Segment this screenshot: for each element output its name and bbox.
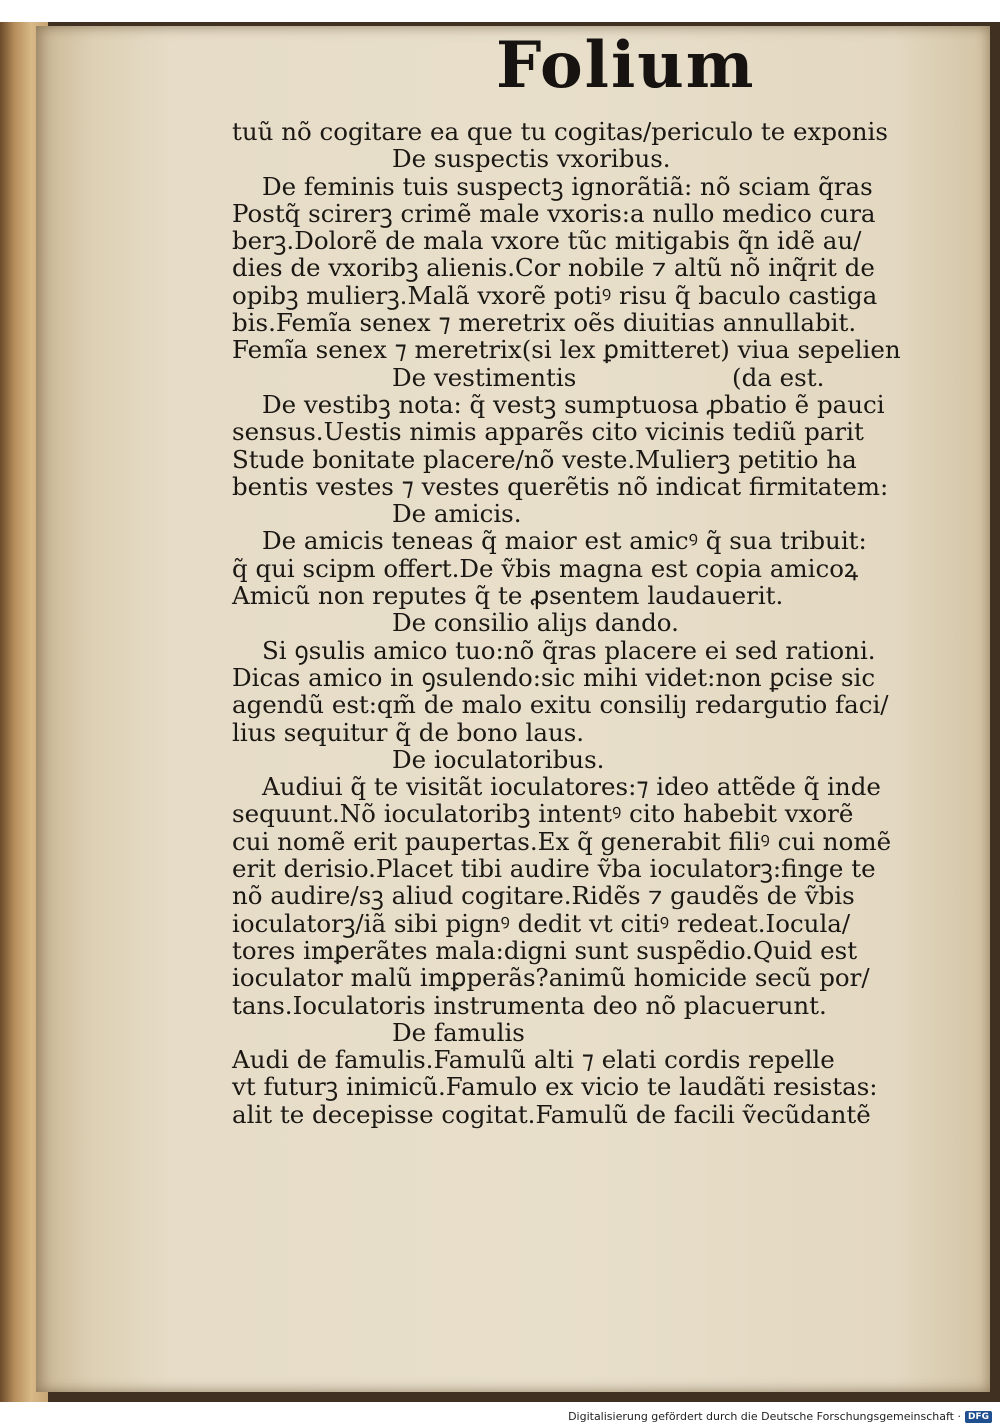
dfg-logo: DFG xyxy=(965,1411,992,1423)
text-line: tuũ nõ cogitare ea que tu cogitas/periculo te exponis xyxy=(232,117,888,146)
text-line: De feminis tuis suspectꝫ ignorãtiã: nõ sciam q̃ras xyxy=(262,171,873,201)
text-line: lius sequitur q̃ de bono laus. xyxy=(232,717,585,747)
text-line: Si ꝯsulis amico tuo:nõ q̃ras placere ei sed rationi. xyxy=(262,635,876,665)
text-line: sensus.Uestis nimis apparẽs cito vicinis tediũ parit xyxy=(232,417,864,447)
digitization-credit xyxy=(568,1410,992,1423)
text-line: tans.Ioculatoris instrumenta deo nõ placuerunt. xyxy=(232,990,827,1020)
text-line: agendũ est:qm̃ de malo exitu consiliȷ redargutio faci/ xyxy=(232,690,889,720)
section-heading: De ioculatoribus. xyxy=(392,744,605,774)
text-line: tores imꝑerãtes mala:digni sunt suspẽdio.Quid est xyxy=(232,935,858,965)
page-header-folium: Folium xyxy=(496,28,756,103)
text-line: bentis vestes ⁊ vestes querẽtis nõ indicat firmitatem: xyxy=(232,471,889,501)
text-line: De amicis teneas q̃ maior est amicꝰ q̃ sua tribuit: xyxy=(262,526,867,556)
text-line: erit derisio.Placet tibi audire ṽba ioculatorꝫ:finge te xyxy=(232,854,876,884)
section-heading: De vestimentis (da est. xyxy=(392,362,825,392)
text-line: alit te decepisse cogitat.Famulũ de facili ṽecũdantẽ xyxy=(232,1099,871,1129)
text-line: ioculator malũ imꝑperãs?animũ homicide secũ por/ xyxy=(232,963,870,993)
text-line: bis.Femĩa senex ⁊ meretrix oẽs diuitias annullabit. xyxy=(232,308,857,338)
text-line: Femĩa senex ⁊ meretrix(si lex ꝑmitteret) viua sepelien xyxy=(232,335,901,365)
text-column xyxy=(232,118,952,1128)
text-line: dies de vxoribꝫ alienis.Cor nobile ⁊ altũ nõ inq̃rit de xyxy=(232,253,875,283)
section-heading: De consilio aliȷs dando. xyxy=(392,608,679,638)
text-line: Stude bonitate placere/nõ veste.Mulierꝫ petitio ha xyxy=(232,444,857,474)
text-line: Dicas amico in ꝯsulendo:sic mihi videt:non ꝑcise sic xyxy=(232,662,876,692)
text-line: Audi de famulis.Famulũ alti ⁊ elati cordis repelle xyxy=(232,1045,835,1075)
text-line: opibꝫ mulierꝫ.Malã vxorẽ potiꝰ risu q̃ baculo castiga xyxy=(232,280,878,310)
text-line: Amicũ non reputes q̃ te ꝓsentem laudauerit. xyxy=(232,581,784,611)
text-line: berꝫ.Dolorẽ de mala vxore tũc mitigabis q̃n idẽ au/ xyxy=(232,226,862,256)
text-line: q̃ qui scipm offert.De ṽbis magna est copia amicoꝝ xyxy=(232,553,859,583)
text-line: cui nomẽ erit paupertas.Ex q̃ generabit filiꝰ cui nomẽ xyxy=(232,826,892,856)
section-heading: De suspectis vxoribus. xyxy=(392,144,671,174)
text-line: nõ audire/sꝫ aliud cogitare.Ridẽs ⁊ gaudẽs de ṽbis xyxy=(232,881,855,911)
text-line: ioculatorꝫ/iã sibi pignꝰ dedit vt citiꝰ redeat.Iocula/ xyxy=(232,908,851,938)
text-line: Postq̃ scirerꝫ crimẽ male vxoris:a nullo medico cura xyxy=(232,198,876,228)
credit-text: Digitalisierung gefördert durch die Deutsche Forschungsgemeinschaft · xyxy=(568,1410,961,1423)
text-line: sequunt.Nõ ioculatoribꝫ intentꝰ cito habebit vxorẽ xyxy=(232,799,854,829)
text-line: Audiui q̃ te visitãt ioculatores:⁊ ideo attẽde q̃ inde xyxy=(262,772,881,802)
section-heading: De amicis. xyxy=(392,499,522,529)
text-line: De vestibꝫ nota: q̃ vestꝫ sumptuosa ꝓbatio ẽ pauci xyxy=(262,389,885,419)
text-line: vt futurꝫ inimicũ.Famulo ex vicio te laudãti resistas: xyxy=(232,1072,878,1102)
section-heading: De famulis xyxy=(392,1017,525,1047)
